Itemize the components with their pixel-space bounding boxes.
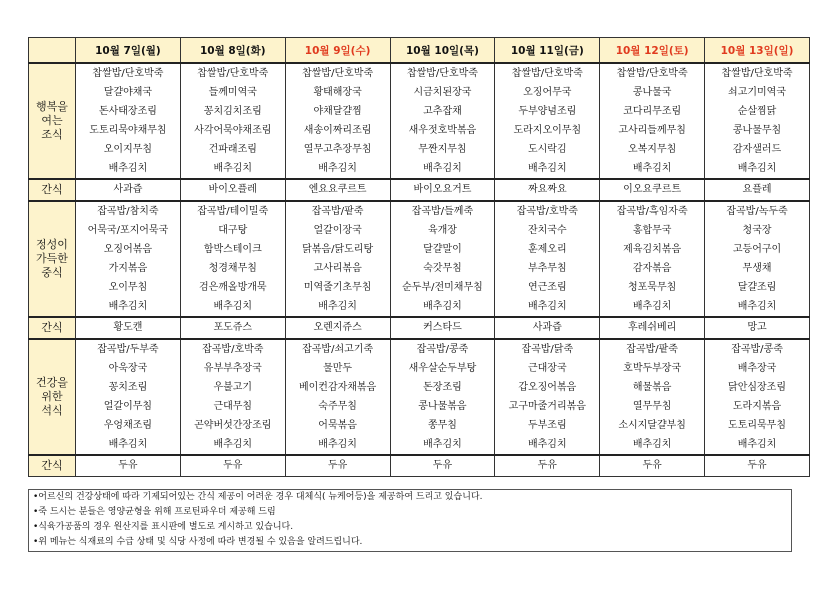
meal-cell <box>600 201 705 317</box>
menu-item: 콩나물볶음 <box>418 401 467 412</box>
menu-item: 배추김치 <box>423 163 462 174</box>
menu-item: 잡곡밥/팥죽 <box>626 344 678 355</box>
menu-item: 도토리묵야채무침 <box>89 125 167 136</box>
snack-item: 커스타드 <box>390 317 495 339</box>
meal-cell <box>495 339 600 455</box>
menu-item: 새우젓호박볶음 <box>408 125 477 136</box>
menu-item: 새우살순두부탕 <box>408 363 477 374</box>
meal-cell <box>495 63 600 179</box>
meal-cell <box>390 339 495 455</box>
menu-item: 열무무침 <box>632 401 672 412</box>
menu-item: 유부부추장국 <box>203 363 262 374</box>
meal-cell <box>705 63 810 179</box>
menu-item: 배추김치 <box>632 163 672 174</box>
menu-item: 잡곡밥/두부죽 <box>97 344 159 355</box>
meal-cell <box>600 339 705 455</box>
menu-item: 배추김치 <box>213 439 253 450</box>
menu-item: 쫑무침 <box>427 420 457 431</box>
menu-item: 찹쌀밥/단호박죽 <box>721 68 793 79</box>
note-line: •위 메뉴는 식재료의 수급 상태 및 식당 사정에 따라 변경될 수 있음을 알려드립니다. <box>33 537 363 547</box>
menu-item: 달걀조림 <box>737 282 777 293</box>
menu-item: 배추김치 <box>632 301 672 312</box>
date-header-row <box>29 38 810 64</box>
menu-item: 건파래조림 <box>208 144 257 155</box>
menu-item: 배추김치 <box>423 439 462 450</box>
menu-item: 잡곡밥/콩죽 <box>416 344 469 355</box>
snack-item: 두유 <box>285 455 390 477</box>
menu-item: 배추김치 <box>527 439 567 450</box>
meal-label: 건강을 위한 석식 <box>29 339 76 455</box>
menu-item: 근대장국 <box>527 363 567 374</box>
snack-item: 두유 <box>600 455 705 477</box>
menu-item: 고사리볶음 <box>313 263 362 274</box>
menu-item: 배추김치 <box>318 439 357 450</box>
meal-cell <box>76 339 181 455</box>
menu-item: 잡곡밥/호박죽 <box>516 206 578 217</box>
menu-item: 잡곡밥/닭죽 <box>521 344 574 355</box>
meal-cell <box>390 63 495 179</box>
menu-item: 잡곡밥/호박죽 <box>202 344 264 355</box>
menu-item: 순두부/전미채무침 <box>402 282 483 293</box>
menu-item: 돈사태장조림 <box>98 106 157 117</box>
menu-item: 찹쌀밥/단호박죽 <box>406 68 478 79</box>
note-line: •어르신의 건강상태에 따라 기제되어있는 간식 제공이 어려운 경우 대체식( 뉴케어등)을 제공하여 드리고 있습니다. <box>33 492 483 502</box>
menu-item: 오이지무침 <box>103 144 153 155</box>
meal-cell <box>285 201 390 317</box>
meal-cell <box>495 201 600 317</box>
meal-cell <box>390 201 495 317</box>
menu-item: 배추김치 <box>108 439 148 450</box>
snack-item: 후레쉬베리 <box>600 317 705 339</box>
snack-item: 망고 <box>705 317 810 339</box>
menu-item: 배추김치 <box>318 163 357 174</box>
menu-item: 배추장국 <box>737 363 777 374</box>
day-header: 10월 10일(목) <box>390 38 495 64</box>
menu-item: 잡곡밥/참치죽 <box>97 206 159 217</box>
snack-row <box>29 179 810 201</box>
menu-item: 얼갈이무침 <box>103 401 153 412</box>
menu-item: 오징어볶음 <box>103 244 153 255</box>
menu-item: 가지볶음 <box>108 263 148 274</box>
menu-item: 무짠지무침 <box>418 144 467 155</box>
menu-item: 숙갓무침 <box>423 263 462 274</box>
snack-item: 엔요요쿠르트 <box>285 179 390 201</box>
menu-item: 오복지무침 <box>627 144 677 155</box>
meal-cell <box>180 201 285 317</box>
menu-item: 갑오징어볶음 <box>518 382 577 393</box>
menu-item: 찹쌀밥/단호박죽 <box>92 68 164 79</box>
menu-item: 미역줄기초무침 <box>303 282 372 293</box>
menu-item: 새송이짜리조림 <box>303 125 372 136</box>
snack-item: 짜요짜요 <box>495 179 600 201</box>
day-header: 10월 8일(화) <box>180 38 285 64</box>
menu-item: 우엉채조림 <box>103 420 153 431</box>
menu-item: 찹쌀밥/단호박죽 <box>302 68 374 79</box>
snack-item: 사과즙 <box>76 179 181 201</box>
snack-item: 두유 <box>705 455 810 477</box>
menu-item: 닭볶음/닭도리탕 <box>302 244 374 255</box>
snack-item: 바이오요거트 <box>390 179 495 201</box>
day-header: 10월 9일(수) <box>285 38 390 64</box>
menu-item: 함박스테이크 <box>203 244 262 255</box>
menu-item: 잡곡밥/흑임자죽 <box>616 206 688 217</box>
menu-item: 곤약버섯간장조림 <box>194 420 272 431</box>
menu-item: 잔치국수 <box>527 225 567 236</box>
menu-item: 오징어무국 <box>523 87 572 98</box>
snack-item: 포도쥬스 <box>180 317 285 339</box>
snack-item: 바이오플레 <box>180 179 285 201</box>
menu-item: 어묵볶음 <box>318 420 357 431</box>
menu-item: 청국장 <box>742 225 772 236</box>
menu-item: 육개장 <box>427 225 457 236</box>
menu-item: 꽁치김치조림 <box>203 106 262 117</box>
menu-item: 호박두부장국 <box>623 363 682 374</box>
meal-cell <box>180 63 285 179</box>
menu-item: 오이무침 <box>108 282 148 293</box>
menu-item: 제육김치볶음 <box>623 244 682 255</box>
menu-item: 감자샐러드 <box>732 144 782 155</box>
menu-item: 배추김치 <box>737 163 777 174</box>
menu-item: 배추김치 <box>108 163 148 174</box>
menu-item: 달걀말이 <box>423 244 462 255</box>
menu-item: 무생채 <box>742 263 772 274</box>
menu-item: 소시지달걀부침 <box>618 420 686 431</box>
menu-item: 검은깨올방개묵 <box>198 282 267 293</box>
menu-item: 어묵국/포지어묵국 <box>87 225 169 236</box>
weekly-menu-table <box>28 37 810 477</box>
menu-item: 배추김치 <box>213 301 253 312</box>
menu-item: 근대무침 <box>213 401 253 412</box>
menu-item: 잡곡밥/녹두죽 <box>726 206 788 217</box>
menu-item: 고추잡채 <box>423 106 462 117</box>
menu-item: 배추김치 <box>632 439 672 450</box>
menu-item: 도시락김 <box>527 144 567 155</box>
meal-cell <box>285 339 390 455</box>
meal-row <box>29 339 810 455</box>
menu-item: 콩나물국 <box>632 87 672 98</box>
menu-item: 대구탕 <box>218 225 248 236</box>
menu-item: 부추무침 <box>527 263 567 274</box>
menu-item: 순살찜닭 <box>737 106 777 117</box>
meal-cell <box>705 201 810 317</box>
day-header: 10월 7일(월) <box>76 38 181 64</box>
menu-item: 돈장조림 <box>423 382 462 393</box>
menu-item: 도토리묵무침 <box>728 420 787 431</box>
menu-item: 배추김치 <box>213 163 253 174</box>
menu-item: 잡곡밥/테이밀죽 <box>197 206 269 217</box>
snack-item: 오렌지쥬스 <box>285 317 390 339</box>
menu-item: 물만두 <box>323 363 353 374</box>
day-header: 10월 12일(토) <box>600 38 705 64</box>
menu-item: 청경채무침 <box>208 263 257 274</box>
menu-item: 꽁치조림 <box>108 382 148 393</box>
menu-item: 청포묵무침 <box>627 282 677 293</box>
menu-item: 달걀야채국 <box>103 87 153 98</box>
snack-item: 두유 <box>495 455 600 477</box>
menu-item: 배추김치 <box>108 301 148 312</box>
notes-box <box>28 489 792 552</box>
meal-label: 행복을 여는 조식 <box>29 63 76 179</box>
menu-item: 얼갈이장국 <box>313 225 362 236</box>
menu-item: 우불고기 <box>213 382 253 393</box>
snack-row <box>29 317 810 339</box>
menu-item: 배추김치 <box>527 163 567 174</box>
snack-item: 요플레 <box>705 179 810 201</box>
menu-item: 아욱장국 <box>108 363 148 374</box>
snack-row <box>29 455 810 477</box>
menu-item: 들께미역국 <box>208 87 257 98</box>
menu-item: 잡곡밥/들께죽 <box>411 206 474 217</box>
menu-item: 콩나물무침 <box>732 125 782 136</box>
menu-item: 홍합무국 <box>632 225 672 236</box>
menu-item: 배추김치 <box>737 439 777 450</box>
menu-item: 도라지볶음 <box>732 401 782 412</box>
menu-item: 배추김치 <box>423 301 462 312</box>
menu-item: 닭안심장조림 <box>728 382 787 393</box>
snack-item: 두유 <box>180 455 285 477</box>
menu-item: 황태해장국 <box>313 87 362 98</box>
snack-item: 사과즙 <box>495 317 600 339</box>
menu-item: 잡곡밥/쇠고기죽 <box>302 344 374 355</box>
note-line: •죽 드시는 분들은 영양균형을 위해 프로틴파우더 제공해 드림 <box>33 507 276 517</box>
menu-item: 고등어구이 <box>732 244 782 255</box>
menu-item: 열무고추장무침 <box>303 144 372 155</box>
header-corner <box>29 38 76 64</box>
snack-label: 간식 <box>29 317 76 339</box>
meal-cell <box>705 339 810 455</box>
menu-item: 고구마줄거리볶음 <box>508 401 586 412</box>
menu-item: 찹쌀밥/단호박죽 <box>616 68 688 79</box>
menu-item: 두부양념조림 <box>518 106 577 117</box>
menu-item: 배추김치 <box>318 301 357 312</box>
meal-label: 정성이 가득한 중식 <box>29 201 76 317</box>
snack-item: 황도캔 <box>76 317 181 339</box>
menu-item: 사각어묵야채조림 <box>194 125 272 136</box>
menu-item: 훈제오리 <box>527 244 567 255</box>
snack-label: 간식 <box>29 455 76 477</box>
menu-item: 베이컨감자채볶음 <box>298 382 377 393</box>
menu-item: 코다리무조림 <box>623 106 682 117</box>
snack-item: 이오요쿠르트 <box>600 179 705 201</box>
menu-item: 두부조림 <box>527 420 567 431</box>
snack-label: 간식 <box>29 179 76 201</box>
meal-cell <box>180 339 285 455</box>
meal-cell <box>76 63 181 179</box>
day-header: 10월 11일(금) <box>495 38 600 64</box>
meal-row <box>29 63 810 179</box>
snack-item: 두유 <box>76 455 181 477</box>
menu-item: 배추김치 <box>737 301 777 312</box>
menu-item: 잡곡밥/콩죽 <box>731 344 783 355</box>
menu-item: 찹쌀밥/단호박죽 <box>197 68 269 79</box>
menu-item: 고사리들께무침 <box>618 125 686 136</box>
menu-item: 연근조림 <box>527 282 567 293</box>
menu-item: 감자볶음 <box>632 263 672 274</box>
meal-cell <box>600 63 705 179</box>
meal-row <box>29 201 810 317</box>
menu-item: 쇠고기미역국 <box>728 87 787 98</box>
menu-item: 시금치된장국 <box>413 87 472 98</box>
menu-item: 해물볶음 <box>632 382 672 393</box>
snack-item: 두유 <box>390 455 495 477</box>
menu-item: 잡곡밥/팥죽 <box>311 206 364 217</box>
day-header: 10월 13일(일) <box>705 38 810 64</box>
meal-cell <box>285 63 390 179</box>
note-line: •식육가공품의 경우 원산지를 표시판에 별도로 게시하고 있습니다. <box>33 522 294 532</box>
menu-item: 숙주무침 <box>318 401 357 412</box>
menu-item: 찹쌀밥/단호박죽 <box>511 68 583 79</box>
menu-item: 도라지오이무침 <box>513 125 582 136</box>
menu-item: 야채달걀찜 <box>313 106 362 117</box>
meal-cell <box>76 201 181 317</box>
menu-item: 배추김치 <box>527 301 567 312</box>
